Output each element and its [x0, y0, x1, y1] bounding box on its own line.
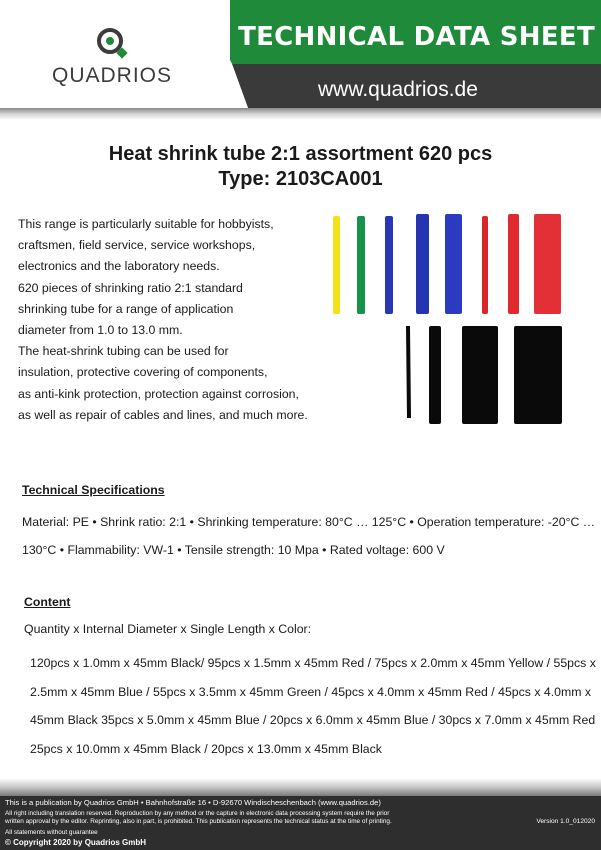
tube-red-medium [508, 214, 519, 314]
footer-rights: All right including translation reserved. Reproduction by any method or the capture in electronic data processing system require the prior [5, 810, 390, 817]
logo [0, 0, 230, 108]
footer-version: Version 1.0_012020 [536, 818, 595, 825]
tube-red-small [482, 216, 488, 314]
footer-guarantee: All statements without guarantee [5, 829, 98, 836]
intro-line: electronics and the laboratory needs. [18, 259, 220, 274]
footer-divider [0, 778, 601, 796]
specs-text [22, 508, 596, 564]
tube-black-small [429, 326, 441, 424]
content-heading: Content [24, 595, 71, 609]
content-list [30, 649, 595, 764]
specs-line: Material: PE • Shrink ratio: 2:1 • Shrinking temperature: 80°C … 125°C • Operation temperature: -20°C … [22, 515, 596, 529]
footer-publication: This is a publication by Quadrios GmbH • Bahnhofstraße 16 • D-92670 Windischeschenbach (www.quadrios.de) [5, 798, 381, 807]
tube-red-large [534, 214, 561, 314]
intro-line: This range is particularly suitable for hobbyists, [18, 217, 274, 231]
tube-green [357, 216, 365, 314]
website-url: www.quadrios.de [318, 78, 478, 101]
product-title: Heat shrink tube 2:1 assortment 620 pcs [108, 143, 493, 165]
document-title [0, 142, 601, 192]
footer-copyright: © Copyright 2020 by Quadrios GmbH [5, 838, 147, 847]
specs-line: 130°C • Flammability: VW-1 • Tensile strength: 10 Mpa • Rated voltage: 600 V [22, 543, 445, 557]
tube-blue-large [445, 214, 462, 314]
header [0, 0, 601, 120]
intro-line: as well as repair of cables and lines, and much more. [18, 407, 308, 422]
footer-rights: written approval by the editor. Reprinting, also in part, is prohibited. This publication represents the technical status at the time of printing. [5, 818, 392, 825]
tube-blue-small [385, 216, 393, 314]
intro-line: as anti-kink protection, protection against corrosion, [18, 386, 299, 401]
intro-line: The heat-shrink tubing can be used for [18, 344, 229, 359]
content-line: 2.5mm x 45mm Blue / 55pcs x 3.5mm x 45mm Green / 45pcs x 4.0mm x 45mm Red / 45pcs x 4.0mm x [30, 684, 592, 699]
product-type: Type: 2103CA001 [218, 168, 383, 190]
header-divider [0, 108, 601, 120]
heat-shrink-tubes-image [318, 206, 588, 428]
tube-blue-medium [416, 214, 429, 314]
tube-black-medium [462, 326, 498, 424]
intro-line: craftsmen, field service, service workshops, [18, 238, 256, 253]
content-intro: Quantity x Internal Diameter x Single Length x Color: [24, 622, 312, 636]
banner-title: TECHNICAL DATA SHEET [238, 22, 595, 52]
content-line: 25pcs x 10.0mm x 45mm Black / 20pcs x 13.0mm x 45mm Black [30, 742, 382, 757]
intro-line: shrinking tube for a range of application [18, 301, 234, 316]
tube-black-thin [406, 326, 411, 418]
footer [0, 796, 601, 850]
specs-heading: Technical Specifications [22, 483, 165, 497]
intro-line: diameter from 1.0 to 13.0 mm. [18, 323, 183, 338]
intro-line: insulation, protective covering of components, [18, 365, 268, 380]
tube-black-large [514, 326, 562, 424]
content-line: 45mm Black 35pcs x 5.0mm x 45mm Blue / 20pcs x 6.0mm x 45mm Blue / 30pcs x 7.0mm x 45mm Red [30, 713, 596, 728]
tube-yellow [333, 216, 340, 314]
intro-line: 620 pieces of shrinking ratio 2:1 standard [18, 280, 243, 295]
logo-text: QUADRIOS [52, 64, 173, 87]
intro-paragraph [18, 214, 318, 426]
quadrios-logo-icon [93, 24, 133, 64]
content-line: 120pcs x 1.0mm x 45mm Black/ 95pcs x 1.5mm x 45mm Red / 75pcs x 2.0mm x 45mm Yellow / 55pcs x [30, 656, 596, 670]
